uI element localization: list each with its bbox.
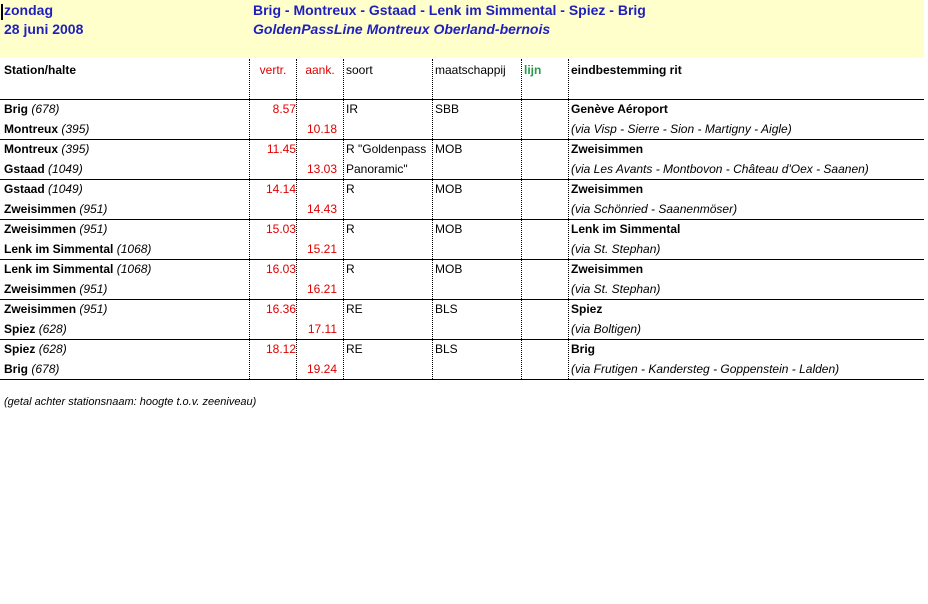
column-header-station: Station/halte xyxy=(4,63,77,77)
title-band xyxy=(0,0,924,58)
operator: MOB xyxy=(435,222,463,236)
operator: BLS xyxy=(435,302,458,316)
station-name xyxy=(4,279,107,299)
train-type: R xyxy=(346,262,355,276)
station-name xyxy=(4,259,151,279)
arrival-time: 19.24 xyxy=(306,362,337,376)
destination: Zweisimmen xyxy=(571,142,644,156)
line-subtitle: GoldenPassLine Montreux Oberland-bernois xyxy=(253,21,551,37)
station-name xyxy=(4,319,67,339)
station-altitude: (395) xyxy=(61,122,90,136)
station-name xyxy=(4,179,83,199)
column-header-destination: eindbestemming rit xyxy=(571,63,682,77)
departure-time: 16.36 xyxy=(265,302,296,316)
station-altitude: (628) xyxy=(38,342,67,356)
station-label: Spiez xyxy=(4,322,36,336)
train-type: R xyxy=(346,222,355,236)
station-altitude: (951) xyxy=(79,202,108,216)
row-divider xyxy=(0,339,924,340)
date-label: 28 juni 2008 xyxy=(4,21,84,37)
arrival-time: 10.18 xyxy=(306,122,337,136)
departure-time: 18.12 xyxy=(265,342,296,356)
station-altitude: (951) xyxy=(79,222,108,236)
train-type: IR xyxy=(346,102,358,116)
departure-time: 15.03 xyxy=(265,222,296,236)
station-label: Lenk im Simmental xyxy=(4,242,114,256)
station-name xyxy=(4,239,151,259)
station-label: Brig xyxy=(4,102,28,116)
destination: Genève Aéroport xyxy=(571,102,668,116)
train-type: R "Goldenpass xyxy=(346,142,427,156)
station-altitude: (1068) xyxy=(116,262,152,276)
route-title: Brig - Montreux - Gstaad - Lenk im Simmental - Spiez - Brig xyxy=(253,2,646,18)
station-altitude: (678) xyxy=(31,102,60,116)
destination: Lenk im Simmental xyxy=(571,222,681,236)
arrival-time: 15.21 xyxy=(306,242,337,256)
station-label: Montreux xyxy=(4,122,58,136)
station-label: Spiez xyxy=(4,342,36,356)
station-label: Zweisimmen xyxy=(4,222,77,236)
operator: MOB xyxy=(435,142,463,156)
destination: Zweisimmen xyxy=(571,182,644,196)
column-header-company: maatschappij xyxy=(435,63,506,77)
station-label: Zweisimmen xyxy=(4,202,77,216)
via-route: (via Visp - Sierre - Sion - Martigny - Aigle) xyxy=(571,122,792,136)
cell-cursor xyxy=(1,4,3,20)
train-type: RE xyxy=(346,302,363,316)
arrival-time: 13.03 xyxy=(306,162,337,176)
operator: BLS xyxy=(435,342,458,356)
station-altitude: (395) xyxy=(61,142,90,156)
train-type: RE xyxy=(346,342,363,356)
station-label: Brig xyxy=(4,362,28,376)
station-label: Lenk im Simmental xyxy=(4,262,114,276)
station-name xyxy=(4,219,107,239)
train-type: R xyxy=(346,182,355,196)
destination: Brig xyxy=(571,342,595,356)
day-label: zondag xyxy=(4,2,53,18)
departure-time: 16.03 xyxy=(265,262,296,276)
station-altitude: (951) xyxy=(79,302,108,316)
destination: Zweisimmen xyxy=(571,262,644,276)
station-name xyxy=(4,119,89,139)
station-altitude: (951) xyxy=(79,282,108,296)
operator: SBB xyxy=(435,102,460,116)
departure-time: 11.45 xyxy=(266,142,296,156)
station-name xyxy=(4,139,89,159)
column-header-line: lijn xyxy=(524,63,542,77)
column-header-arrival: aank. xyxy=(305,63,335,77)
via-route: (via Les Avants - Montbovon - Château d'Oex - Saanen) xyxy=(571,162,869,176)
via-route: (via St. Stephan) xyxy=(571,282,661,296)
footnote: (getal achter stationsnaam: hoogte t.o.v. zeeniveau) xyxy=(4,396,257,408)
train-type-cont: Panoramic" xyxy=(346,162,408,176)
operator: MOB xyxy=(435,262,463,276)
station-altitude: (1049) xyxy=(48,182,83,196)
station-label: Zweisimmen xyxy=(4,302,77,316)
station-altitude: (678) xyxy=(31,362,60,376)
station-name xyxy=(4,359,59,379)
station-label: Gstaad xyxy=(4,182,45,196)
station-name xyxy=(4,299,107,319)
station-label: Montreux xyxy=(4,142,58,156)
station-label: Gstaad xyxy=(4,162,45,176)
station-altitude: (1068) xyxy=(116,242,152,256)
station-name xyxy=(4,339,67,359)
row-divider xyxy=(0,99,924,100)
arrival-time: 17.11 xyxy=(307,322,337,336)
arrival-time: 14.43 xyxy=(306,202,337,216)
station-name xyxy=(4,159,83,179)
row-divider xyxy=(0,379,924,380)
station-name xyxy=(4,199,107,219)
via-route: (via Schönried - Saanenmöser) xyxy=(571,202,738,216)
departure-time: 8.57 xyxy=(272,102,296,116)
column-header-type: soort xyxy=(346,63,373,77)
arrival-time: 16.21 xyxy=(306,282,337,296)
destination: Spiez xyxy=(571,302,603,316)
via-route: (via Frutigen - Kandersteg - Goppenstein - Lalden) xyxy=(571,362,840,376)
via-route: (via St. Stephan) xyxy=(571,242,661,256)
station-altitude: (1049) xyxy=(48,162,83,176)
station-label: Zweisimmen xyxy=(4,282,77,296)
operator: MOB xyxy=(435,182,463,196)
row-divider xyxy=(0,299,924,300)
departure-time: 14.14 xyxy=(265,182,296,196)
station-name xyxy=(4,99,59,119)
column-header-departure: vertr. xyxy=(259,63,287,77)
station-altitude: (628) xyxy=(38,322,67,336)
via-route: (via Boltigen) xyxy=(571,322,642,336)
